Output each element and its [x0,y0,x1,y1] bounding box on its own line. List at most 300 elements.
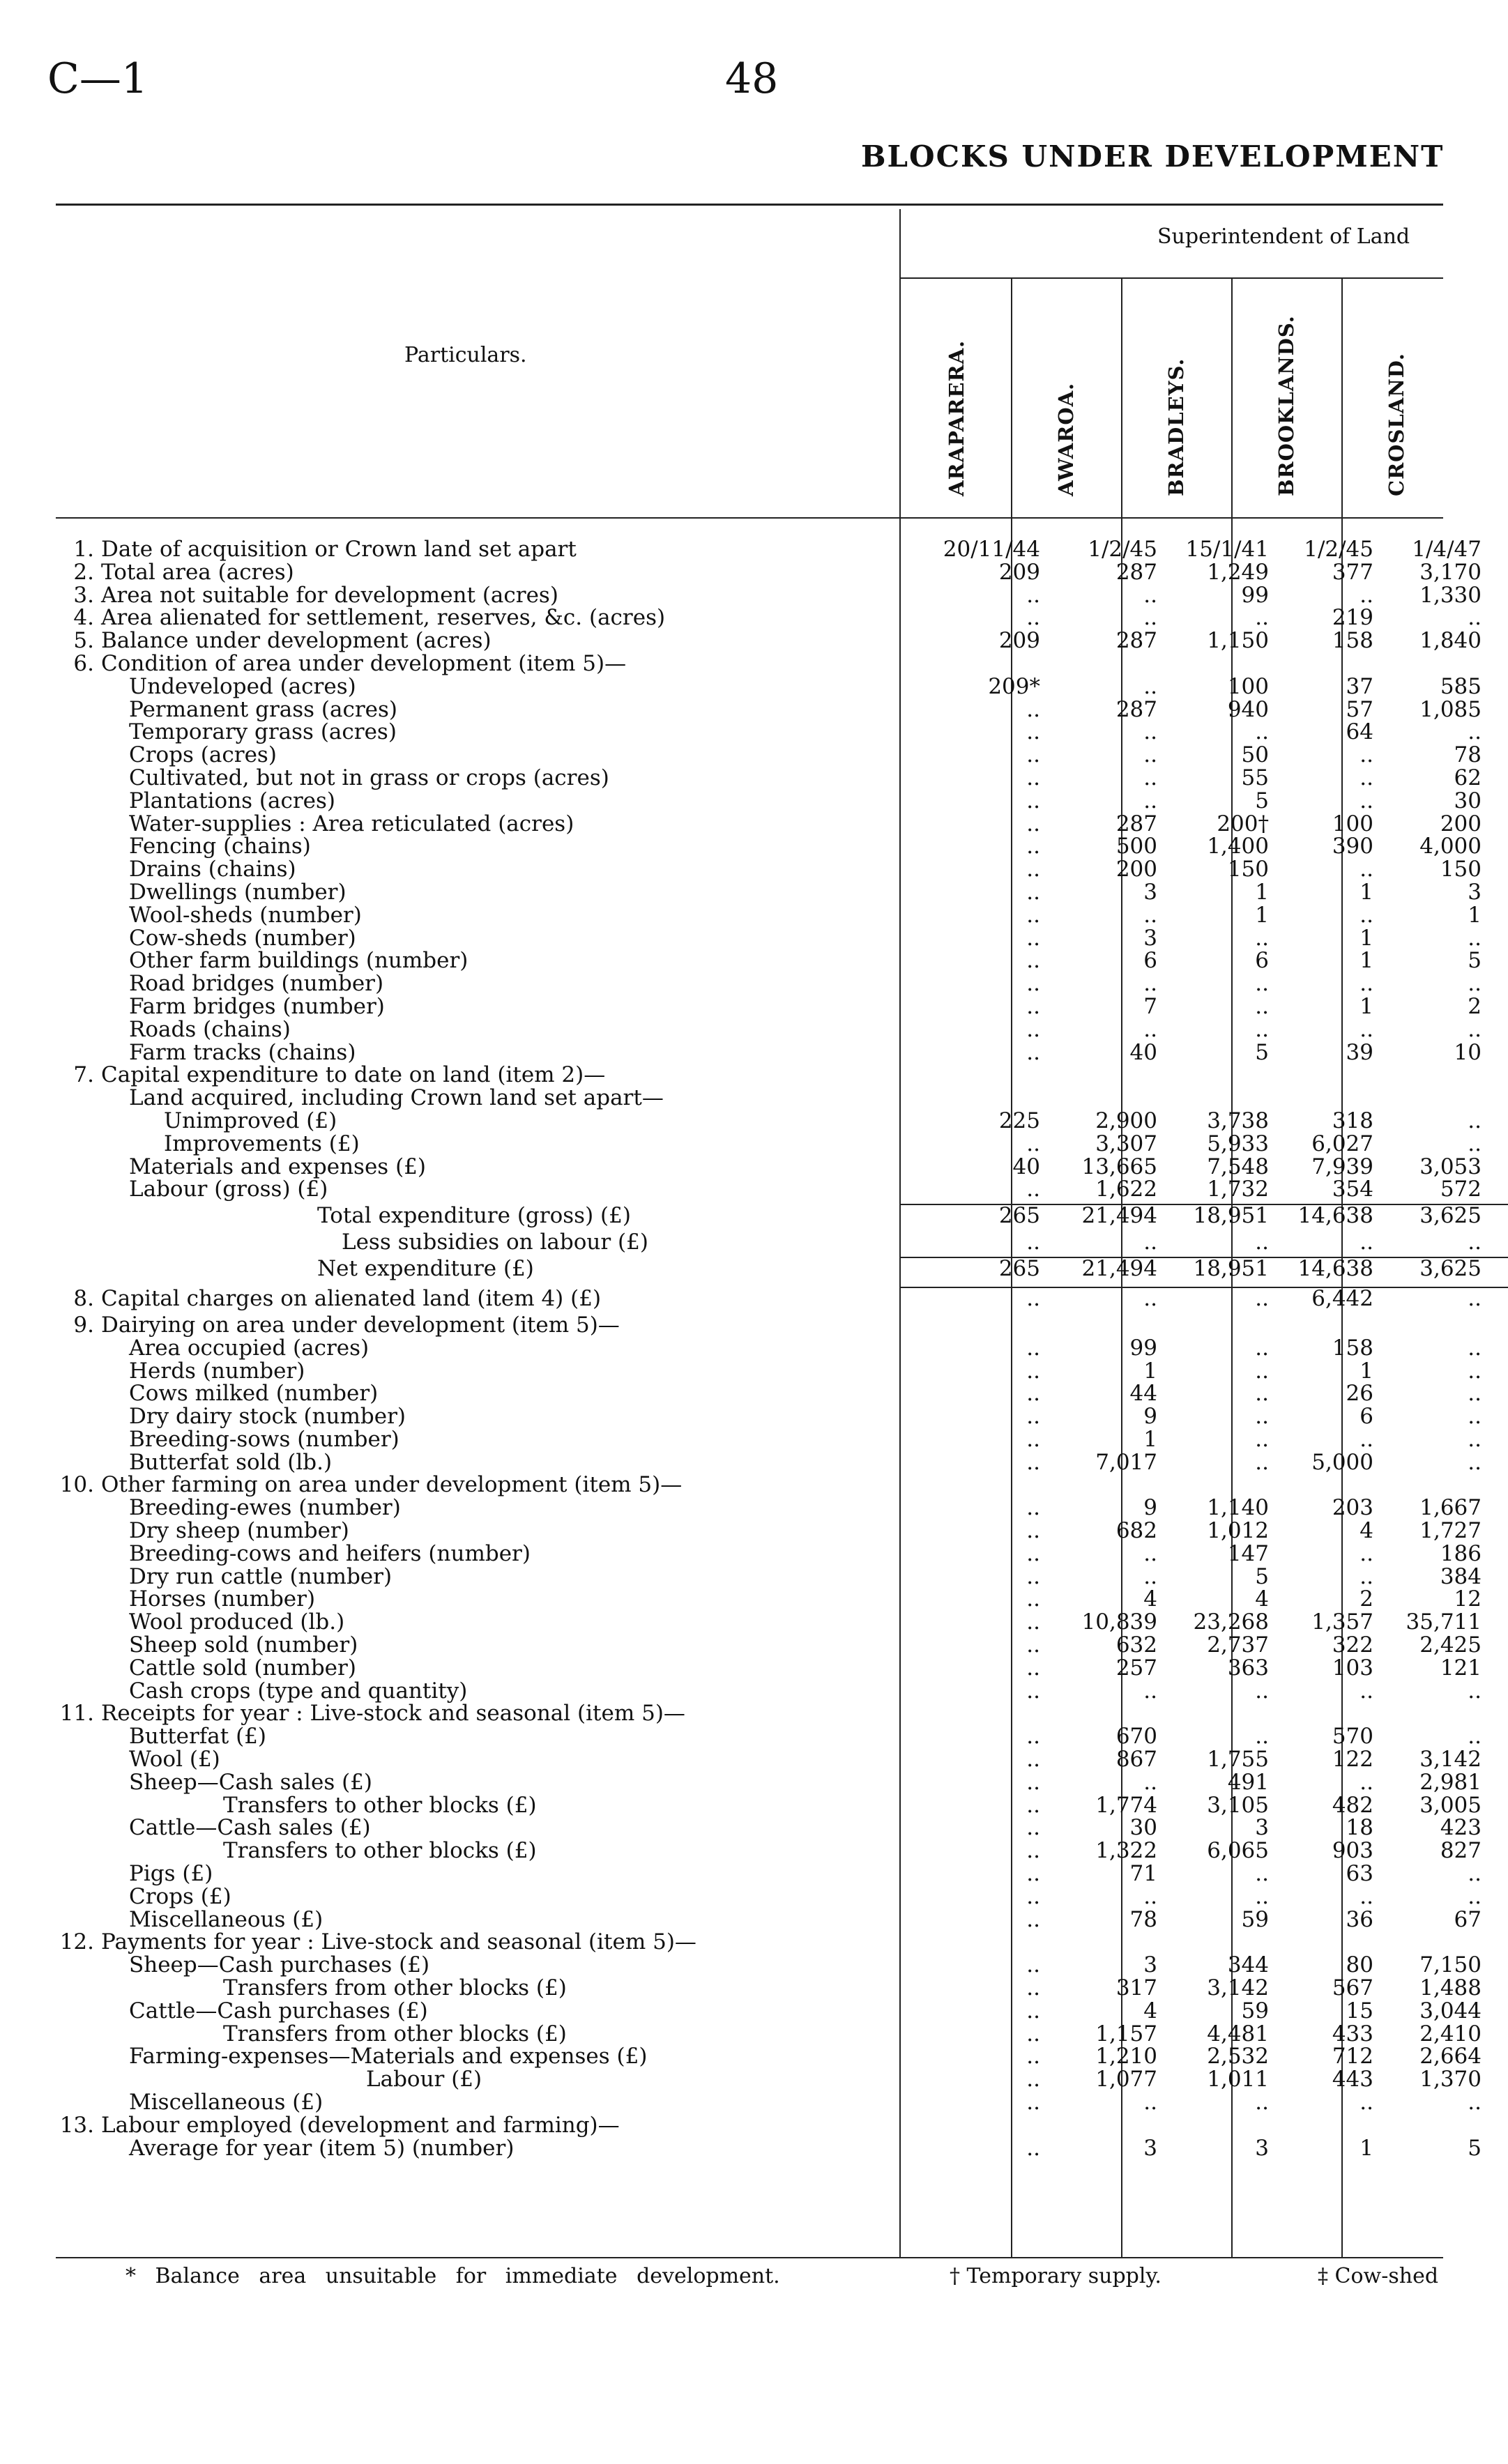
cell-brooklands: 6,027 [1311,1131,1373,1156]
cell-arapararera: .. [1026,1335,1040,1361]
cell-brooklands: .. [1360,1563,1373,1589]
table-row [49,1769,1482,1795]
cell-arapararera: .. [1026,1404,1040,1430]
row-number: 4. [73,605,94,631]
row-number: 10. [59,1472,94,1498]
table-row [49,948,1482,974]
cell-crosland: .. [1468,1335,1482,1361]
row-number: 13. [59,2112,94,2138]
table-row [49,1518,1482,1544]
cell-arapararera: .. [1026,1540,1040,1566]
cell-bradleys: 1,400 [1207,834,1269,859]
table-row [49,1426,1482,1452]
cell-crosland: 186 [1440,1540,1482,1566]
cell-brooklands: 39 [1346,1039,1373,1065]
cell-crosland: 2,425 [1419,1632,1482,1658]
row-label: Area occupied (acres) [129,1335,370,1361]
table-row [49,1016,1482,1042]
table-row [49,993,1482,1019]
cell-awaroa: 287 [1115,628,1157,654]
table-row [49,1335,1482,1361]
cell-brooklands: 36 [1346,1906,1373,1932]
cell-awaroa: .. [1143,605,1157,631]
cell-bradleys: .. [1255,993,1269,1019]
table-row [49,1586,1482,1612]
table-row [49,582,1482,608]
column-heading-arapararera: ARAPARERA. [945,339,968,496]
cell-arapararera: .. [1026,1177,1040,1202]
cell-brooklands: .. [1360,1016,1373,1042]
cell-awaroa: 670 [1115,1724,1157,1750]
table-row [49,1838,1482,1864]
row-label: Balance under development (acres) [101,628,492,654]
row-number: 7. [73,1062,94,1088]
cell-awaroa: 2,900 [1095,1108,1157,1133]
table-row [49,1861,1482,1887]
cell-crosland: 3,044 [1419,1998,1482,2023]
row-label: Breeding-sows (number) [129,1426,399,1452]
cell-arapararera: 265 [998,1255,1040,1281]
cell-arapararera: 209 [998,628,1040,654]
table-row [49,1724,1482,1750]
row-label: Date of acquisition or Crown land set apart [101,537,577,562]
footer-rule [56,2257,1443,2258]
table-row [49,1284,1482,1314]
row-label: Dry sheep (number) [129,1518,349,1544]
cell-awaroa: 99 [1129,1335,1157,1361]
cell-arapararera: .. [1026,696,1040,722]
cell-brooklands: 57 [1346,696,1373,722]
cell-awaroa: 40 [1129,1039,1157,1065]
cell-bradleys: 1 [1255,879,1269,905]
cell-awaroa: 632 [1115,1632,1157,1658]
cell-brooklands: 1 [1360,2135,1373,2161]
cell-brooklands: 903 [1332,1838,1373,1864]
table-row [49,719,1482,745]
cell-brooklands: 14,638 [1297,1203,1373,1229]
table-row [49,2021,1482,2046]
cell-crosland: 3,625 [1419,1255,1482,1281]
table-row [49,925,1482,951]
cell-awaroa: 287 [1115,559,1157,585]
cell-bradleys: 344 [1227,1952,1269,1978]
cell-arapararera: 225 [998,1108,1040,1133]
table-row [49,1254,1482,1284]
cell-crosland: .. [1468,971,1482,997]
cell-bradleys: 18,951 [1193,1203,1269,1229]
row-label: Dwellings (number) [129,879,346,905]
row-label: Undeveloped (acres) [129,673,356,699]
cell-bradleys: .. [1255,925,1269,951]
cell-brooklands: .. [1360,742,1373,768]
cell-arapararera: .. [1026,834,1040,859]
cell-awaroa: .. [1143,742,1157,768]
cell-awaroa: 1 [1143,1426,1157,1452]
cell-bradleys: .. [1255,1335,1269,1361]
row-label: Total expenditure (gross) (£) [317,1203,631,1229]
cell-awaroa: 3 [1143,879,1157,905]
cell-brooklands: 219 [1332,605,1373,631]
cell-brooklands: 1 [1360,948,1373,974]
cell-arapararera: .. [1026,948,1040,974]
cell-awaroa: .. [1143,719,1157,745]
cell-brooklands: .. [1360,1769,1373,1795]
row-label: Fencing (chains) [129,834,311,859]
cell-arapararera: 40 [1012,1154,1040,1179]
cell-arapararera: .. [1026,788,1040,813]
cell-crosland: 121 [1440,1655,1482,1681]
cell-bradleys: 1,249 [1207,559,1269,585]
cell-arapararera: .. [1026,2021,1040,2046]
table-row [49,1678,1482,1704]
cell-arapararera: .. [1026,1586,1040,1612]
cell-awaroa: .. [1143,1883,1157,1909]
cell-crosland: 5 [1468,2135,1482,2161]
cell-arapararera: .. [1026,1747,1040,1773]
row-label: Labour employed (development and farming)— [101,2112,620,2138]
cell-crosland: 1/4/47 [1412,537,1482,562]
cell-crosland: .. [1468,2090,1482,2115]
table-row [49,537,1482,562]
cell-bradleys: .. [1255,1678,1269,1704]
cell-awaroa: 13,665 [1081,1154,1157,1179]
row-label: Farming-expenses—Materials and expenses (£) [129,2044,648,2069]
cell-crosland: .. [1468,1131,1482,1156]
cell-crosland: .. [1468,925,1482,951]
cell-arapararera: .. [1026,765,1040,790]
cell-awaroa: .. [1143,765,1157,790]
row-label: Cultivated, but not in grass or crops (acres) [129,765,609,790]
cell-awaroa: 10,839 [1081,1609,1157,1635]
cell-awaroa: .. [1143,673,1157,699]
row-label: Plantations (acres) [129,788,336,813]
cell-brooklands: 158 [1332,1335,1373,1361]
cell-arapararera: .. [1026,1381,1040,1407]
cell-arapararera: .. [1026,2067,1040,2092]
cell-awaroa: 1,157 [1095,2021,1157,2046]
table-row [49,1201,1482,1231]
cell-bradleys: 50 [1241,742,1269,768]
cell-bradleys: 5 [1255,1563,1269,1589]
cell-arapararera: 265 [998,1203,1040,1229]
row-label: Cows milked (number) [129,1381,379,1407]
table-row [49,1906,1482,1932]
cell-brooklands: 6 [1360,1404,1373,1430]
cell-brooklands: 15 [1346,1998,1373,2023]
cell-bradleys: 3 [1255,1815,1269,1841]
cell-crosland: 67 [1454,1906,1482,1932]
cell-arapararera: .. [1026,1563,1040,1589]
table-row [49,742,1482,768]
cell-awaroa: 7,017 [1095,1449,1157,1475]
cell-bradleys: .. [1255,1358,1269,1384]
cell-arapararera: .. [1026,1815,1040,1841]
row-number: 9. [73,1312,94,1338]
cell-bradleys: 5,933 [1207,1131,1269,1156]
cell-bradleys: .. [1255,1449,1269,1475]
cell-brooklands: 6,442 [1311,1285,1373,1311]
cell-brooklands: .. [1360,1883,1373,1909]
cell-awaroa: 44 [1129,1381,1157,1407]
row-number: 3. [73,582,94,608]
row-label: Capital charges on alienated land (item 4) (£) [101,1285,602,1311]
cell-arapararera: .. [1026,1495,1040,1521]
cell-bradleys: 99 [1241,582,1269,608]
table-row [49,696,1482,722]
row-label: Horses (number) [129,1586,316,1612]
cell-crosland: 1,488 [1419,1975,1482,2001]
cell-bradleys: 1,140 [1207,1495,1269,1521]
cell-brooklands: 37 [1346,673,1373,699]
row-label: Less subsidies on labour (£) [342,1230,648,1255]
row-label: Payments for year : Live-stock and seasonal (item 5)— [101,1929,696,1955]
cell-crosland: 78 [1454,742,1482,768]
table-row [49,1931,1457,1954]
row-label: Transfers to other blocks (£) [223,1792,537,1818]
cell-brooklands: 203 [1332,1495,1373,1521]
cell-arapararera: .. [1026,1016,1040,1042]
cell-crosland: 1,370 [1419,2067,1482,2092]
cell-bradleys: .. [1255,1285,1269,1311]
row-label: Area alienated for settlement, reserves, &c. (acres) [101,605,666,631]
row-number: 2. [73,559,94,585]
cell-brooklands: 63 [1346,1861,1373,1887]
page-code: C—1 [47,54,148,103]
cell-brooklands: .. [1360,582,1373,608]
cell-crosland: 3 [1468,879,1482,905]
row-label: Average for year (item 5) (number) [129,2135,515,2161]
table-row [49,1381,1482,1407]
cell-brooklands: 4 [1360,1518,1373,1544]
cell-arapararera: .. [1026,1906,1040,1932]
row-label: Receipts for year : Live-stock and seasonal (item 5)— [101,1701,685,1727]
cell-bradleys: 150 [1227,857,1269,882]
cell-brooklands: 100 [1332,811,1373,836]
row-number: 8. [73,1285,94,1311]
cell-brooklands: 318 [1332,1108,1373,1133]
table-row [49,2044,1482,2069]
cell-awaroa: .. [1143,1230,1157,1255]
table-row [49,1655,1482,1681]
row-label: Area not suitable for development (acres) [101,582,558,608]
cell-brooklands: 122 [1332,1747,1373,1773]
cell-arapararera: .. [1026,1678,1040,1704]
cell-brooklands: .. [1360,1678,1373,1704]
cell-brooklands: 7,939 [1311,1154,1373,1179]
cell-crosland: 7,150 [1419,1952,1482,1978]
cell-brooklands: 14,638 [1297,1255,1373,1281]
cell-bradleys: 55 [1241,765,1269,790]
row-label: Dairying on area under development (item 5)— [101,1312,620,1338]
cell-crosland: .. [1468,1449,1482,1475]
row-label: Labour (gross) (£) [129,1177,328,1202]
cell-awaroa: 78 [1129,1906,1157,1932]
cell-crosland: .. [1468,1381,1482,1407]
cell-brooklands: 1 [1360,925,1373,951]
cell-brooklands: 5,000 [1311,1449,1373,1475]
row-label: Wool produced (lb.) [129,1609,345,1635]
cell-bradleys: 3,105 [1207,1792,1269,1818]
cell-awaroa: .. [1143,1540,1157,1566]
cell-crosland: .. [1468,1016,1482,1042]
cell-brooklands: .. [1360,971,1373,997]
table-row [49,1230,1482,1255]
cell-brooklands: 158 [1332,628,1373,654]
cell-bradleys: 4 [1255,1586,1269,1612]
cell-crosland: 12 [1454,1586,1482,1612]
cell-crosland: 200 [1440,811,1482,836]
cell-crosland: .. [1468,1230,1482,1255]
cell-brooklands: 443 [1332,2067,1373,2092]
row-label: Permanent grass (acres) [129,696,398,722]
cell-crosland: 2 [1468,993,1482,1019]
cell-crosland: 3,005 [1419,1792,1482,1818]
cell-bradleys: .. [1255,1861,1269,1887]
cell-brooklands: 712 [1332,2044,1373,2069]
table-row [49,628,1482,654]
row-number: 12. [59,1929,94,1955]
cell-brooklands: 482 [1332,1792,1373,1818]
row-label: Capital expenditure to date on land (item 2)— [101,1062,606,1088]
cell-awaroa: 200 [1115,857,1157,882]
footnote-star: * Balance area unsuitable for immediate development. [125,2264,780,2288]
row-label: Labour (£) [366,2067,482,2092]
cell-crosland: 3,053 [1419,1154,1482,1179]
cell-arapararera: .. [1026,1838,1040,1864]
table-row [49,605,1482,631]
cell-bradleys: .. [1255,719,1269,745]
cell-bradleys: .. [1255,1724,1269,1750]
cell-bradleys: 1,150 [1207,628,1269,654]
cell-arapararera: .. [1026,1724,1040,1750]
row-label: Cattle sold (number) [129,1655,356,1681]
cell-arapararera: .. [1026,1518,1040,1544]
cell-crosland: 1 [1468,902,1482,928]
row-label: Land acquired, including Crown land set apart— [129,1085,664,1111]
cell-brooklands: 1 [1360,993,1373,1019]
cell-brooklands: .. [1360,1540,1373,1566]
cell-brooklands: 1/2/45 [1304,537,1373,562]
table-row [49,1474,1457,1497]
cell-bradleys: 200† [1217,811,1269,836]
cell-brooklands: .. [1360,788,1373,813]
cell-bradleys: .. [1255,1381,1269,1407]
cell-crosland: .. [1468,1724,1482,1750]
row-label: Cash crops (type and quantity) [129,1678,468,1704]
cell-bradleys: 6 [1255,948,1269,974]
row-label: Butterfat (£) [129,1724,267,1750]
cell-crosland: .. [1468,1426,1482,1452]
cell-awaroa: 1,322 [1095,1838,1157,1864]
table-row [49,1747,1482,1773]
cell-crosland: 2,981 [1419,1769,1482,1795]
table-row [49,1563,1482,1589]
cell-brooklands: 103 [1332,1655,1373,1681]
cell-awaroa: 9 [1143,1495,1157,1521]
cell-bradleys: .. [1255,1230,1269,1255]
table-row [49,1883,1482,1909]
cell-bradleys: 5 [1255,1039,1269,1065]
row-label: Breeding-cows and heifers (number) [129,1540,531,1566]
cell-brooklands: .. [1360,902,1373,928]
cell-bradleys: 3 [1255,2135,1269,2161]
row-label: Transfers from other blocks (£) [223,2021,567,2046]
cell-arapararera: .. [1026,1449,1040,1475]
cell-crosland: 5 [1468,948,1482,974]
cell-crosland: .. [1468,1358,1482,1384]
cell-brooklands: 433 [1332,2021,1373,2046]
row-label: Herds (number) [129,1358,305,1384]
table-row [49,673,1482,699]
table-row [49,1952,1482,1978]
table-row [49,971,1482,997]
row-label: Sheep—Cash sales (£) [129,1769,372,1795]
table-row [49,2090,1482,2115]
row-label: Water-supplies : Area reticulated (acres) [129,811,574,836]
row-number: 6. [73,650,94,676]
table-row [49,1449,1482,1475]
cell-awaroa: 4 [1143,1998,1157,2023]
cell-crosland: .. [1468,605,1482,631]
cell-awaroa: 287 [1115,811,1157,836]
cell-brooklands: 2 [1360,1586,1373,1612]
cell-bradleys: .. [1255,1016,1269,1042]
cell-crosland: 827 [1440,1838,1482,1864]
cell-bradleys: 1,011 [1207,2067,1269,2092]
cell-brooklands: 18 [1346,1815,1373,1841]
row-label: Farm tracks (chains) [129,1039,356,1065]
cell-bradleys: 4,481 [1207,2021,1269,2046]
cell-brooklands: 322 [1332,1632,1373,1658]
table-row [49,1154,1482,1179]
cell-crosland: .. [1468,1404,1482,1430]
row-number: 1. [73,537,94,562]
row-label: Cattle—Cash sales (£) [129,1815,371,1841]
row-label: Wool-sheds (number) [129,902,362,928]
row-label: Sheep—Cash purchases (£) [129,1952,430,1978]
cell-awaroa: 1 [1143,1358,1157,1384]
cell-brooklands: .. [1360,1230,1373,1255]
row-label: Condition of area under development (item 5)— [101,650,627,676]
cell-awaroa: .. [1143,1563,1157,1589]
cell-arapararera: .. [1026,1039,1040,1065]
row-label: Crops (£) [129,1883,231,1909]
cell-bradleys: 1,012 [1207,1518,1269,1544]
cell-awaroa: 21,494 [1081,1203,1157,1229]
cell-crosland: 2,664 [1419,2044,1482,2069]
cell-bradleys: 940 [1227,696,1269,722]
table-row [49,652,1457,675]
cell-bradleys: 1,732 [1207,1177,1269,1202]
cell-awaroa: 1,077 [1095,2067,1157,2092]
cell-arapararera: .. [1026,582,1040,608]
row-number: 5. [73,628,94,654]
row-label: Road bridges (number) [129,971,384,997]
cell-bradleys: .. [1255,971,1269,997]
cell-arapararera: .. [1026,1632,1040,1658]
row-label: Other farm buildings (number) [129,948,469,974]
cell-awaroa: 30 [1129,1815,1157,1841]
cell-crosland: 3,170 [1419,559,1482,585]
superintendent-heading: Superintendent of Land [1157,224,1410,249]
cell-awaroa: 71 [1129,1861,1157,1887]
row-label: Transfers from other blocks (£) [223,1975,567,2001]
cell-crosland: .. [1468,1678,1482,1704]
cell-bradleys: 147 [1227,1540,1269,1566]
page-number: 48 [725,54,779,103]
cell-crosland: .. [1468,1861,1482,1887]
cell-crosland: 3,142 [1419,1747,1482,1773]
